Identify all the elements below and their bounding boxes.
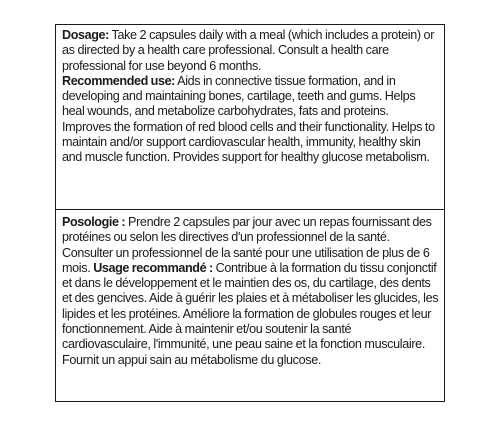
french-section bbox=[56, 210, 444, 370]
french-dosage-label: Posologie : bbox=[62, 215, 126, 229]
english-dosage-paragraph bbox=[62, 28, 439, 74]
french-use-text: Contribue à la formation du tissu conjonctif et dans le développement et le maintien des os, du cartilage, des dents et des gencives. Aide à guérir les plaies et à métaboliser les glucides, les lipides et les protéines. Améliore la formation de globules rouges et leur fonctionnement. Aide à maintenir et/ou soutenir la santé cardiovasculaire, l'immunité, une peau saine et la fonction musculaire. Fournit un appui sain au métabolisme du glucose. bbox=[62, 260, 439, 367]
english-use-label: Recommended use: bbox=[62, 73, 175, 88]
english-dosage-label: Dosage: bbox=[62, 28, 109, 42]
product-label-panel bbox=[55, 24, 445, 402]
english-section bbox=[56, 25, 444, 210]
english-use-text: Aids in connective tissue formation, and in developing and maintaining bones, cartilage, teeth and gums. Helps heal wounds, and metabolize carbohydrates, fats and proteins. Improves the formation of red blood cells and their functionality. Helps to maintain and/or support cardiovascular health, immunity, healthy skin and muscle function. Provides support for healthy glucose metabolism. bbox=[62, 73, 435, 165]
english-dosage-text: Take 2 capsules daily with a meal (which includes a protein) or as directed by a health care professional. Consult a health care professional for use beyond 6 months. bbox=[62, 28, 435, 73]
french-dosage-text: Prendre 2 capsules par jour avec un repas fournissant des protéines ou selon les directives d'un professionnel de la santé. Consulter un professionnel de la santé pour une utilisation de plus de 6 mois. bbox=[62, 215, 432, 275]
french-use-label: Usage recommandé : bbox=[93, 260, 213, 275]
english-use-paragraph bbox=[62, 74, 439, 166]
french-paragraph bbox=[62, 215, 439, 368]
